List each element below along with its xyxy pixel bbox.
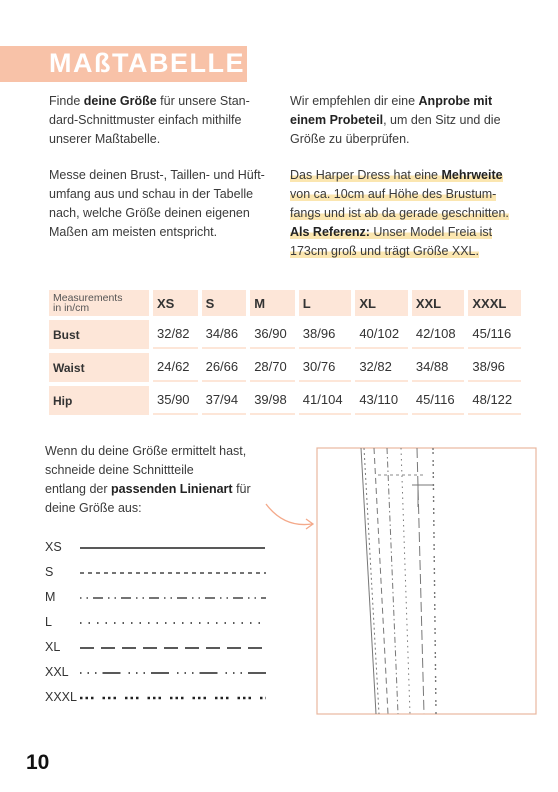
curved-arrow-icon bbox=[262, 498, 322, 538]
intro-text: für unsere Stan- bbox=[156, 94, 250, 108]
legend-item-xxl bbox=[45, 663, 275, 683]
row-label: Waist bbox=[49, 353, 149, 382]
side-bold: einem Probeteil bbox=[290, 113, 384, 127]
line-dash-dot bbox=[80, 588, 275, 608]
intro-text: Messe deinen Brust-, Taillen- und Hüft- bbox=[49, 168, 265, 182]
legend-label: M bbox=[45, 590, 56, 604]
legend-item-m bbox=[45, 588, 275, 608]
size-header: XS bbox=[153, 290, 198, 316]
legend-label: XXXL bbox=[45, 690, 77, 704]
legend-item-s bbox=[45, 563, 275, 583]
table-row bbox=[49, 386, 521, 415]
table-cell: 34/88 bbox=[412, 353, 465, 382]
table-cell: 45/116 bbox=[468, 320, 521, 349]
intro-text: dard-Schnittmuster einfach mithilfe bbox=[49, 113, 242, 127]
line-dotted bbox=[80, 613, 275, 633]
legend-item-xl bbox=[45, 638, 275, 658]
page-title: MAßTABELLE bbox=[49, 48, 245, 78]
table-cell: 32/82 bbox=[355, 353, 408, 382]
size-table bbox=[45, 286, 525, 419]
lines-text: schneide deine Schnittteile bbox=[45, 463, 194, 477]
line-solid bbox=[80, 538, 275, 558]
intro-paragraph-1 bbox=[49, 92, 274, 149]
intro-text: unserer Maßtabelle. bbox=[49, 132, 161, 146]
legend-label: XS bbox=[45, 540, 62, 554]
table-corner-label bbox=[49, 290, 149, 316]
side-text: Das Harper Dress hat eine bbox=[290, 168, 442, 182]
table-cell: 41/104 bbox=[299, 386, 352, 415]
intro-text: nach, welche Größe deinen eigenen bbox=[49, 206, 250, 220]
corner-line: Measurements bbox=[53, 292, 123, 304]
table-cell: 48/122 bbox=[468, 386, 521, 415]
row-label: Hip bbox=[49, 386, 149, 415]
table-cell: 42/108 bbox=[412, 320, 465, 349]
highlighted-line bbox=[290, 168, 503, 182]
row-label: Bust bbox=[49, 320, 149, 349]
table-row bbox=[49, 353, 521, 382]
intro-paragraph-2 bbox=[49, 166, 274, 242]
size-header: XL bbox=[355, 290, 408, 316]
side-text: Unser Model Freia ist bbox=[369, 225, 493, 239]
legend-label: L bbox=[45, 615, 52, 629]
size-header: M bbox=[250, 290, 295, 316]
lines-intro-paragraph bbox=[45, 442, 275, 518]
table-cell: 38/96 bbox=[468, 353, 521, 382]
table-cell: 32/82 bbox=[153, 320, 198, 349]
size-header: L bbox=[299, 290, 352, 316]
table-cell: 37/94 bbox=[202, 386, 247, 415]
legend-label: S bbox=[45, 565, 54, 579]
legend-item-xs bbox=[45, 538, 275, 558]
side-bold: Anprobe mit bbox=[418, 94, 493, 108]
size-header: XXL bbox=[412, 290, 465, 316]
side-text: Wir empfehlen dir eine bbox=[290, 94, 419, 108]
table-cell: 39/98 bbox=[250, 386, 295, 415]
lines-text: für bbox=[232, 482, 251, 496]
table-cell: 28/70 bbox=[250, 353, 295, 382]
table-cell: 40/102 bbox=[355, 320, 408, 349]
table-cell: 35/90 bbox=[153, 386, 198, 415]
intro-text: umfang aus und schau in der Tabelle bbox=[49, 187, 254, 201]
table-row bbox=[49, 320, 521, 349]
highlighted-line: fangs und ist ab da gerade geschnitten. bbox=[290, 206, 509, 220]
table-cell: 36/90 bbox=[250, 320, 295, 349]
line-short-dash bbox=[80, 563, 275, 583]
table-cell: 38/96 bbox=[299, 320, 352, 349]
intro-bold-size: deine Größe bbox=[83, 94, 157, 108]
highlighted-line: 173cm groß und trägt Größe XXL. bbox=[290, 244, 479, 258]
table-header-row bbox=[49, 290, 521, 316]
table-cell: 24/62 bbox=[153, 353, 198, 382]
lines-text: entlang der bbox=[45, 482, 112, 496]
table-cell: 43/110 bbox=[355, 386, 408, 415]
side-text: , um den Sitz und die bbox=[383, 113, 501, 127]
legend-label: XL bbox=[45, 640, 61, 654]
table-cell: 26/66 bbox=[202, 353, 247, 382]
lines-text: Wenn du deine Größe ermittelt hast, bbox=[45, 444, 247, 458]
legend-item-l bbox=[45, 613, 275, 633]
highlighted-line: von ca. 10cm auf Höhe des Brustum- bbox=[290, 187, 497, 201]
side-bold: Mehrweite bbox=[441, 168, 503, 182]
corner-line: in in/cm bbox=[53, 302, 90, 314]
pattern-detail-illustration bbox=[316, 447, 538, 717]
lines-bold: passenden Linienart bbox=[111, 482, 233, 496]
size-header: XXXL bbox=[468, 290, 521, 316]
side-paragraph-1 bbox=[290, 92, 525, 149]
page-number: 10 bbox=[26, 751, 50, 774]
intro-text: Maßen am meisten entspricht. bbox=[49, 225, 218, 239]
size-header: S bbox=[202, 290, 247, 316]
line-long-dash bbox=[80, 638, 275, 658]
legend-label: XXL bbox=[45, 665, 69, 679]
table-cell: 30/76 bbox=[299, 353, 352, 382]
legend-item-xxxl bbox=[45, 688, 275, 708]
intro-text: Finde bbox=[49, 94, 84, 108]
side-text: Größe zu überprüfen. bbox=[290, 132, 410, 146]
lines-text: deine Größe aus: bbox=[45, 501, 142, 515]
line-legend bbox=[45, 538, 275, 713]
line-dot-long-dash bbox=[80, 663, 275, 683]
table-cell: 45/116 bbox=[412, 386, 465, 415]
highlighted-line bbox=[290, 225, 492, 239]
side-bold: Als Referenz: bbox=[290, 225, 370, 239]
table-cell: 34/86 bbox=[202, 320, 247, 349]
side-paragraph-2 bbox=[290, 166, 530, 261]
line-dot-clusters bbox=[80, 688, 275, 708]
